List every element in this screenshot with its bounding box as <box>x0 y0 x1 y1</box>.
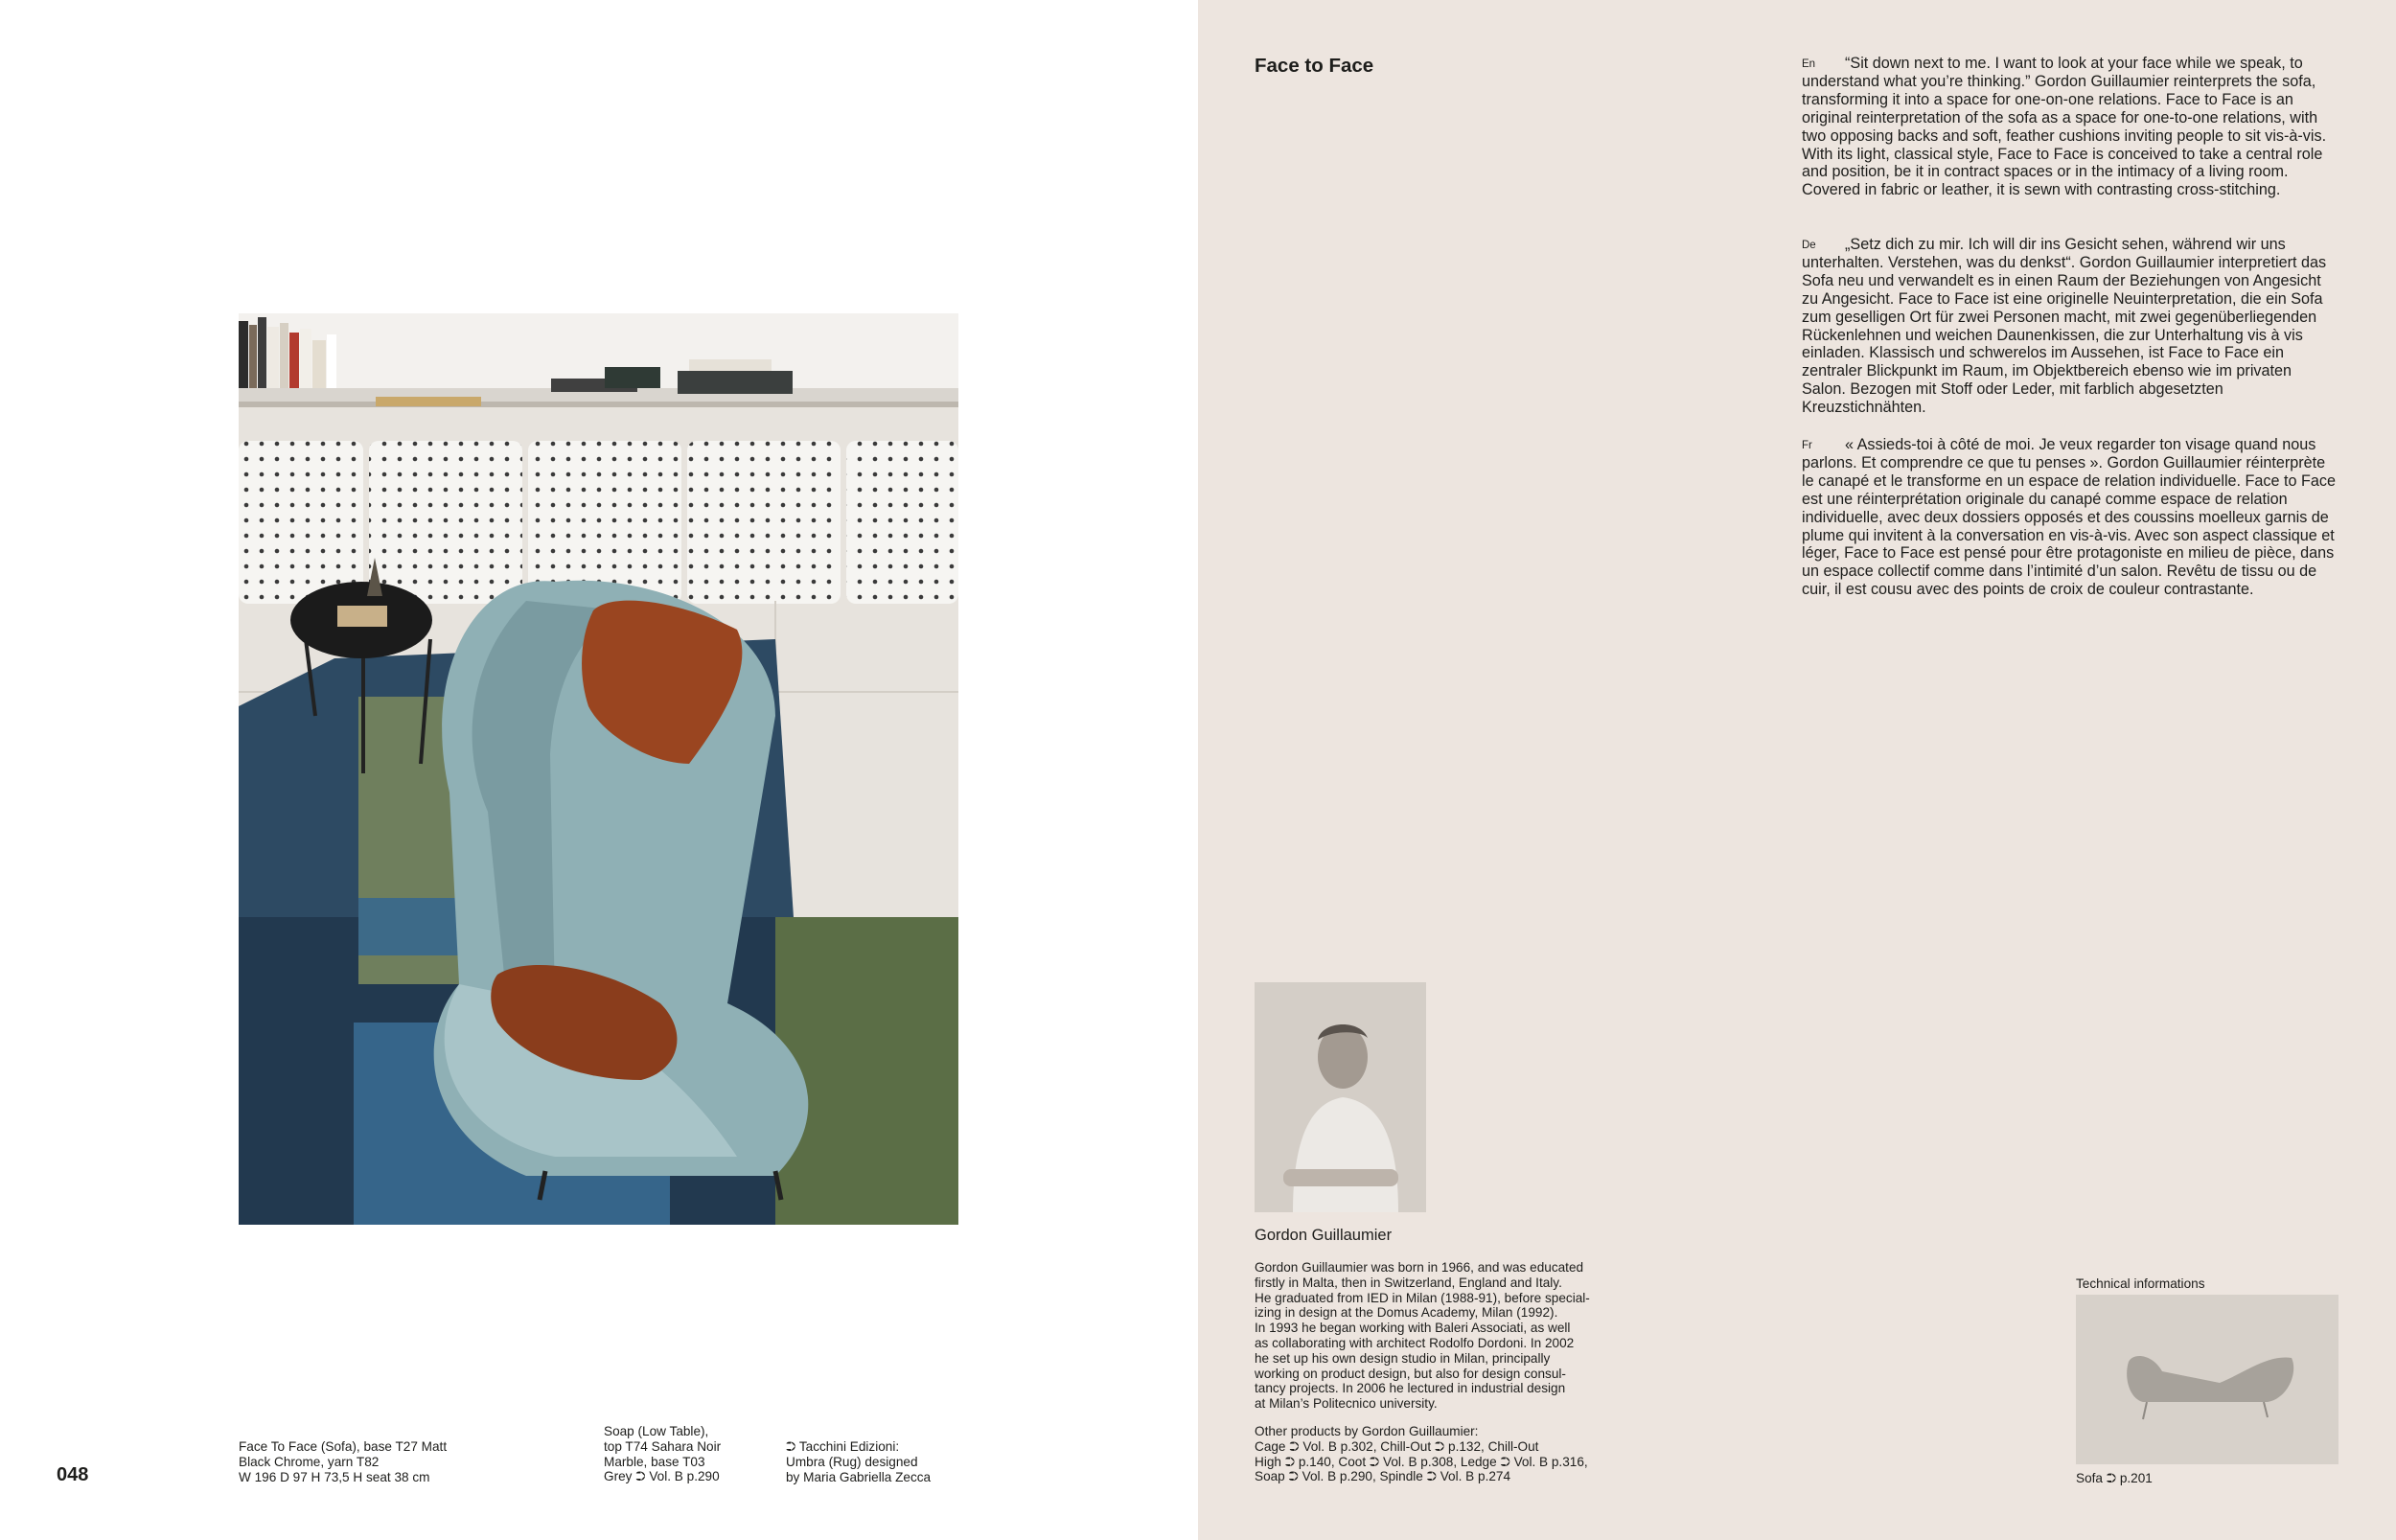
sofa-caption: Face To Face (Sofa), base T27 Matt Black Chrome, yarn T82 W 196 D 97 H 73,5 H seat 38 cm <box>239 1439 448 1484</box>
designer-bio: Gordon Guillaumier was born in 1966, and was educated firstly in Malta, then in Switzerland, England and Italy. He graduated from IED in Milan (1988-91), before special- izing in design at the Domus Academy, Milan (1992). In 1993 he began working with Baleri Associati, as well as collaborating with architect Rodolfo Dordoni. In 2002 he set up his own design studio in Milan, principally working on product design, but also for design consul- tancy projects. In 2006 he lectured in industrial design at Milan’s Politecnico university. <box>1255 1260 1590 1412</box>
description-fr <box>1802 436 2338 599</box>
table-caption: Soap (Low Table), top T74 Sahara Noir Marble, base T03 Grey ⮊ Vol. B p.290 <box>604 1424 722 1484</box>
description-en <box>1802 55 2338 199</box>
rug-caption: ⮊ Tacchini Edizioni: Umbra (Rug) designed by Maria Gabriella Zecca <box>786 1439 932 1484</box>
other-products: Other products by Gordon Guillaumier: Cage ⮊ Vol. B p.302, Chill-Out ⮊ p.132, Chill-Out High ⮊ p.140, Coot ⮊ Vol. B p.308, Ledge ⮊ Vol. B p.316, Soap ⮊ Vol. B p.290, Spindle ⮊ Vol. B p.274 <box>1255 1424 1588 1484</box>
description-text: “Sit down next to me. I want to look at your face while we speak, to understand what you’re thinking.” Gordon Guillaumier reinterprets the sofa, transforming it into a space for one-on-one relations. Face to Face is an original reinterpretation of the sofa as a space for one-to-one relations, with two opposing backs and soft, feather cushions inviting people to sit vis-à-vis. With its light, classical style, Face to Face is conceived to take a central role and position, be it in contract spaces or in the intimacy of a living room. Covered in fabric or leather, it is sewn with contrasting cross-stitching. <box>1802 55 2327 199</box>
technical-label: Technical informations <box>2076 1276 2205 1291</box>
language-tag: De <box>1802 240 1816 251</box>
technical-caption[interactable]: Sofa ⮊ p.201 <box>2076 1471 2153 1485</box>
page-number: 048 <box>57 1464 89 1485</box>
product-title: Face to Face <box>1255 55 1374 77</box>
language-tag: Fr <box>1802 440 1812 451</box>
sofa-room-photo <box>239 313 958 1225</box>
designer-portrait <box>1255 982 1426 1212</box>
description-text: « Assieds-toi à côté de moi. Je veux regarder ton visage quand nous parlons. Et comprendre ce que tu penses ». Gordon Guillaumier réinterprète le canapé et le transforme en un espace de relation individuelle. Face to Face est une réinterprétation originale du canapé comme espace de relation individuelle, avec deux dossiers opposés et des coussins moelleux garnis de plume qui invitent à la conversation en vis-à-vis. Avec son aspect classique et léger, Face to Face est pensé pour être protagoniste en milieu de pièce, dans un espace collectif comme dans l’intimité d’un salon. Revêtu de tissu ou de cuir, il est cousu avec des points de croix de couleur contrastante. <box>1802 436 2337 599</box>
language-tag: En <box>1802 58 1816 70</box>
description-text: „Setz dich zu mir. Ich will dir ins Gesicht sehen, während wir uns unterhalten. Verstehen, was du denkst“. Gordon Guillaumier interpretiert das Sofa neu und verwandelt es in einen Raum der Beziehungen von Angesicht zu Angesicht. Face to Face ist eine originelle Neuinterpretation, die ein Sofa zum geselligen Ort für zwei Personen macht, mit zwei gegenüberliegenden Rückenlehnen und weichen Daunenkissen, die zur Unterhaltung vis à vis einladen. Klassisch und schwerelos im Aussehen, ist Face to Face ein zentraler Blickpunkt im Raum, im Objektbereich ebenso wie im privaten Salon. Bezogen mit Stoff oder Leder, mit farblich abgesetzten Kreuzstichnähten. <box>1802 236 2327 417</box>
designer-name: Gordon Guillaumier <box>1255 1227 1393 1244</box>
description-de <box>1802 236 2338 417</box>
sofa-thumbnail <box>2076 1295 2338 1464</box>
